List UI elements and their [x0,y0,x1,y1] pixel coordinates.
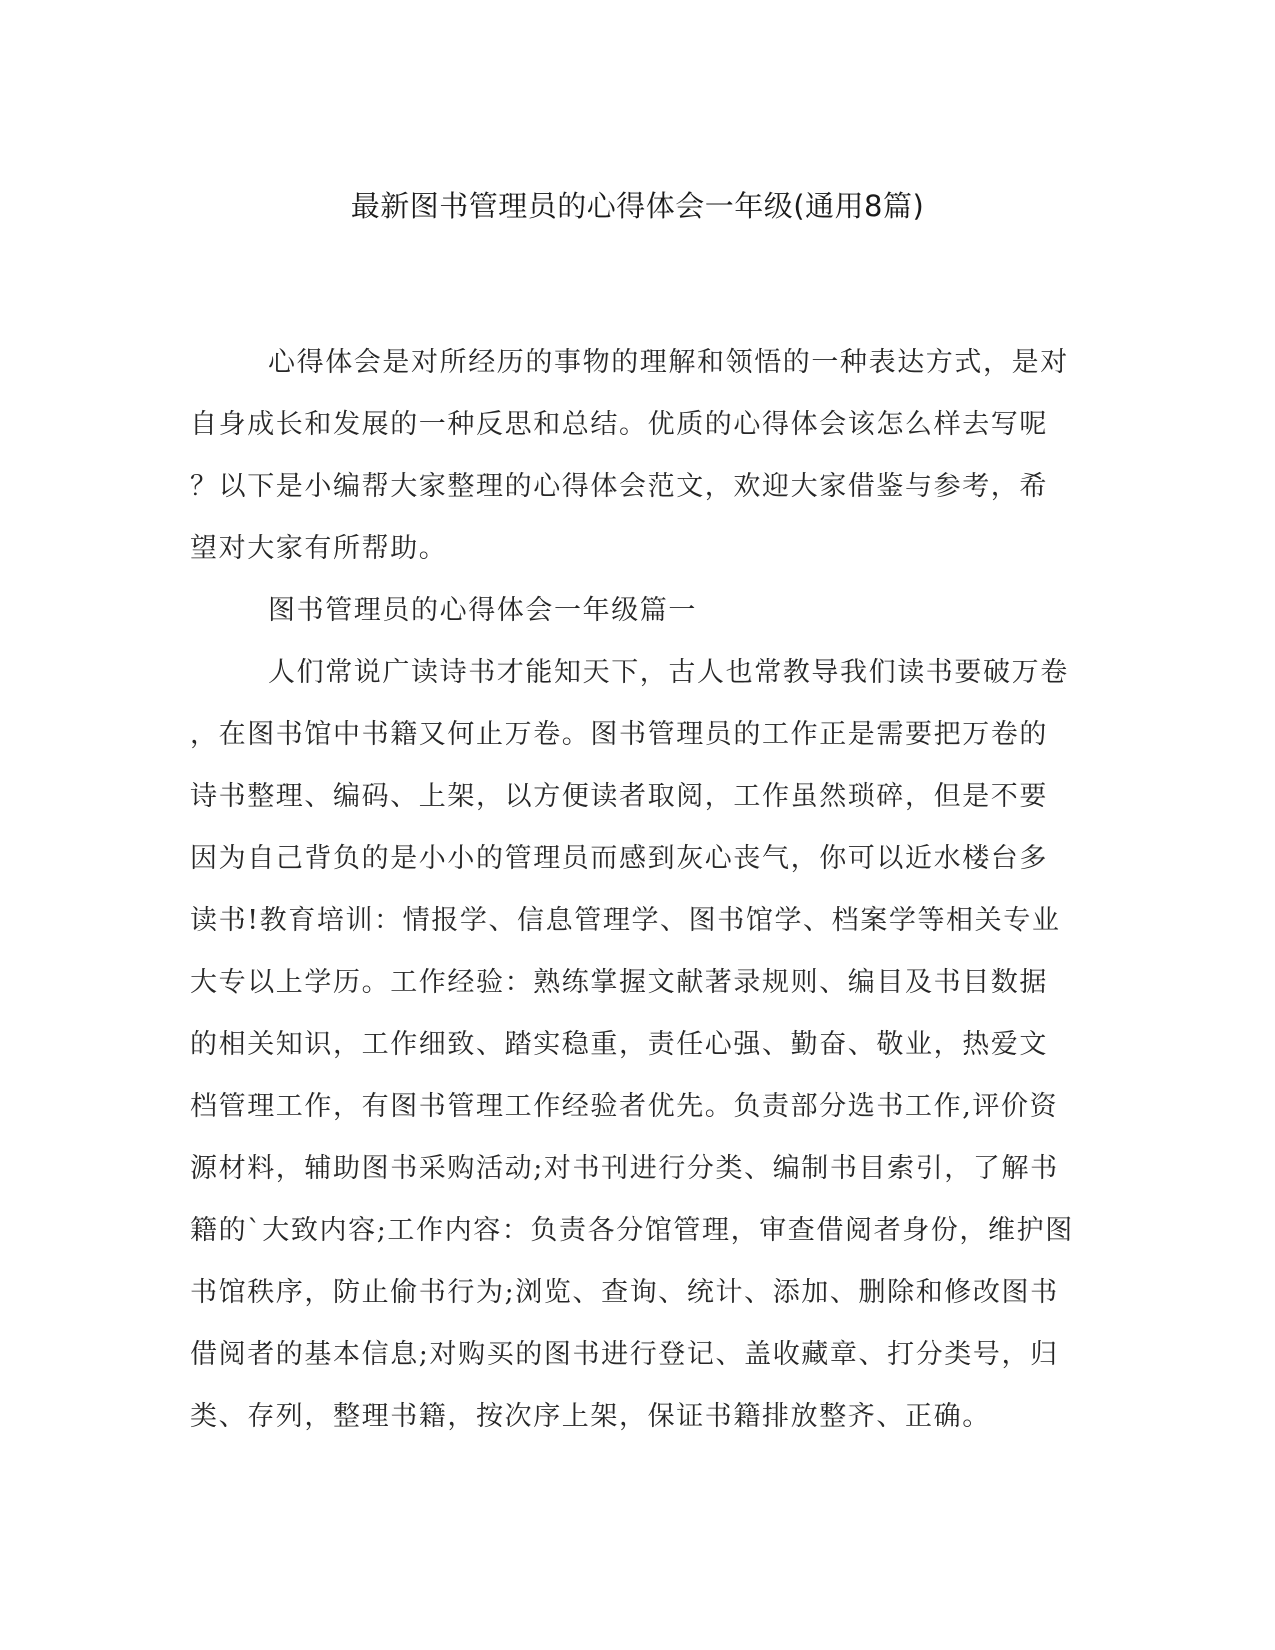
section-line: 档管理工作，有图书管理工作经验者优先。负责部分选书工作,评价资 [190,1091,1059,1122]
intro-line: ？以下是小编帮大家整理的心得体会范文，欢迎大家借鉴与参考，希 [190,471,1048,502]
section-line: 书馆秩序，防止偷书行为;浏览、查询、统计、添加、删除和修改图书 [190,1277,1059,1308]
intro-line: 自身成长和发展的一种反思和总结。优质的心得体会该怎么样去写呢 [190,409,1048,440]
intro-line: 心得体会是对所经历的事物的理解和领悟的一种表达方式，是对 [268,347,1069,378]
section-line: 的相关知识，工作细致、踏实稳重，责任心强、勤奋、敬业，热爱文 [190,1029,1048,1060]
intro-line: 望对大家有所帮助。 [190,533,448,564]
section-line: 源材料，辅助图书采购活动;对书刊进行分类、编制书目索引，了解书 [190,1153,1059,1184]
section-line: 诗书整理、编码、上架，以方便读者取阅，工作虽然琐碎，但是不要 [190,781,1048,812]
section-line: 类、存列，整理书籍，按次序上架，保证书籍排放整齐、正确。 [190,1401,991,1432]
document-title: 最新图书管理员的心得体会一年级(通用8篇) [350,189,925,223]
section-heading: 图书管理员的心得体会一年级篇一 [268,595,697,626]
section-line: 籍的`大致内容;工作内容：负责各分馆管理，审查借阅者身份，维护图 [190,1215,1074,1246]
section-line: 借阅者的基本信息;对购买的图书进行登记、盖收藏章、打分类号，归 [190,1339,1059,1370]
document-body [190,332,1080,1448]
section-line: 读书!教育培训：情报学、信息管理学、图书馆学、档案学等相关专业 [190,905,1061,936]
section-line: ，在图书馆中书籍又何止万卷。图书管理员的工作正是需要把万卷的 [190,719,1048,750]
section-line: 人们常说广读诗书才能知天下，古人也常教导我们读书要破万卷 [268,657,1069,688]
section-line: 因为自己背负的是小小的管理员而感到灰心丧气，你可以近水楼台多 [190,843,1048,874]
section-line: 大专以上学历。工作经验：熟练掌握文献著录规则、编目及书目数据 [190,967,1048,998]
